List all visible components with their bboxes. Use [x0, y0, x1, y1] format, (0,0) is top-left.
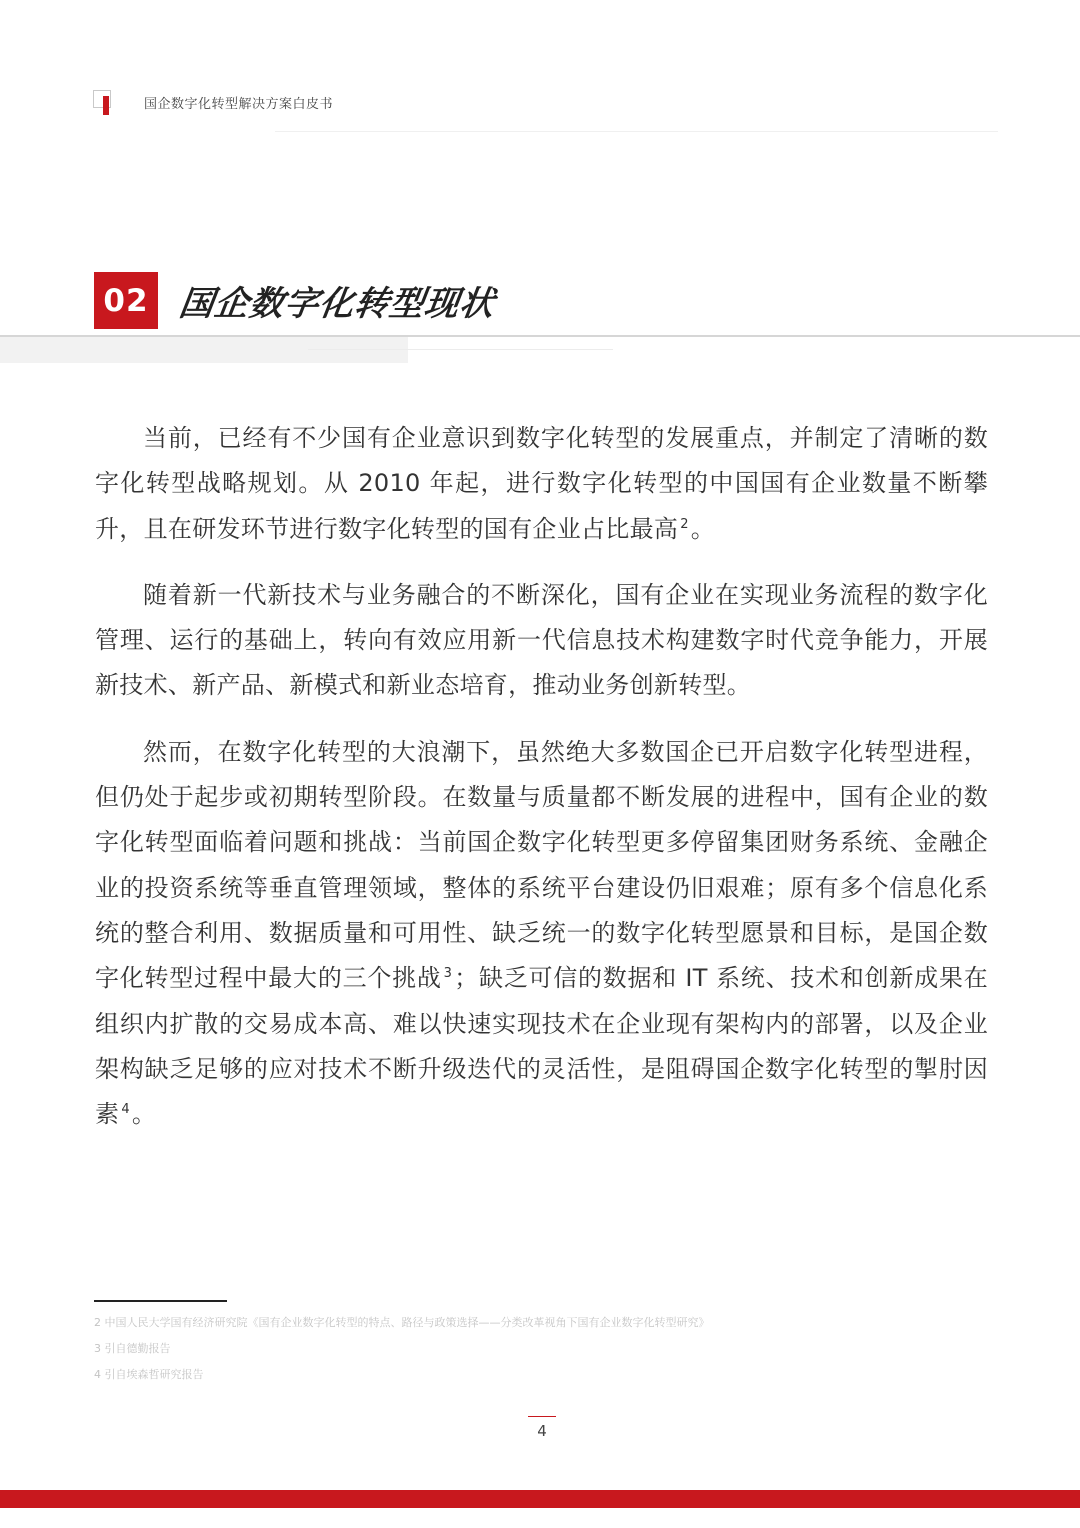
paragraph-1-tail: 。	[690, 514, 716, 543]
page-number: 4	[537, 1422, 547, 1440]
body-text	[95, 416, 988, 1158]
page-number-mark	[528, 1416, 556, 1417]
paragraph-3	[95, 730, 988, 1138]
footnote-divider	[94, 1300, 227, 1302]
section-faint-line	[308, 349, 613, 350]
paragraph-1-text: 当前，已经有不少国有企业意识到数字化转型的发展重点，并制定了清晰的数字化转型战略规划。从 2010 年起，进行数字化转型的中国国有企业数量不断攀升，且在研发环节进行数字化转型的国有企业占比最高	[95, 424, 988, 543]
paragraph-1	[95, 416, 988, 552]
footnote-ref[interactable]: 3	[443, 966, 453, 982]
footnote-2: 2 中国人民大学国有经济研究院《国有企业数字化转型的特点、路径与政策选择——分类改革视角下国有企业数字化转型研究》	[94, 1316, 710, 1329]
section-number: 02	[94, 272, 158, 329]
logo-bar	[103, 96, 109, 115]
paragraph-2	[95, 573, 988, 709]
header-divider	[275, 131, 998, 132]
paragraph-3-text-b: ；缺乏可信的数据和 IT 系统、技术和创新成果在组织内扩散的交易成本高、难以快速实现技术在企业现有架构内的部署，以及企业架构缺乏足够的应对技术不断升级迭代的灵活性，是阻碍国企数字化转型的掣肘因素	[95, 964, 988, 1129]
paragraph-3-tail: 。	[131, 1100, 157, 1129]
paragraph-2-text: 随着新一代新技术与业务融合的不断深化，国有企业在实现业务流程的数字化管理、运行的基础上，转向有效应用新一代信息技术构建数字时代竞争能力，开展新技术、新产品、新模式和新业态培育，推动业务创新转型。	[95, 580, 988, 700]
footer-bar	[0, 1490, 1080, 1508]
paragraph-3-text-a: 然而，在数字化转型的大浪潮下，虽然绝大多数国企已开启数字化转型进程，但仍处于起步或初期转型阶段。在数量与质量都不断发展的进程中，国有企业的数字化转型面临着问题和挑战：当前国企数字化转型更多停留集团财务系统、金融企业的投资系统等垂直管理领域，整体的系统平台建设仍旧艰难；原有多个信息化系统的整合利用、数据质量和可用性、缺乏统一的数字化转型愿景和目标，是国企数字化转型过程中最大的三个挑战	[95, 737, 988, 993]
document-title: 国企数字化转型解决方案白皮书	[144, 97, 334, 112]
brand-logo-icon	[93, 90, 115, 116]
section-title: 国企数字化转型现状	[176, 284, 498, 324]
footnote-ref[interactable]: 4	[121, 1102, 130, 1118]
footnote-4: 4 引自埃森哲研究报告	[94, 1368, 204, 1381]
footnote-ref[interactable]: 2	[680, 516, 689, 532]
footnote-3: 3 引自德勤报告	[94, 1342, 171, 1355]
section-band	[0, 337, 408, 363]
